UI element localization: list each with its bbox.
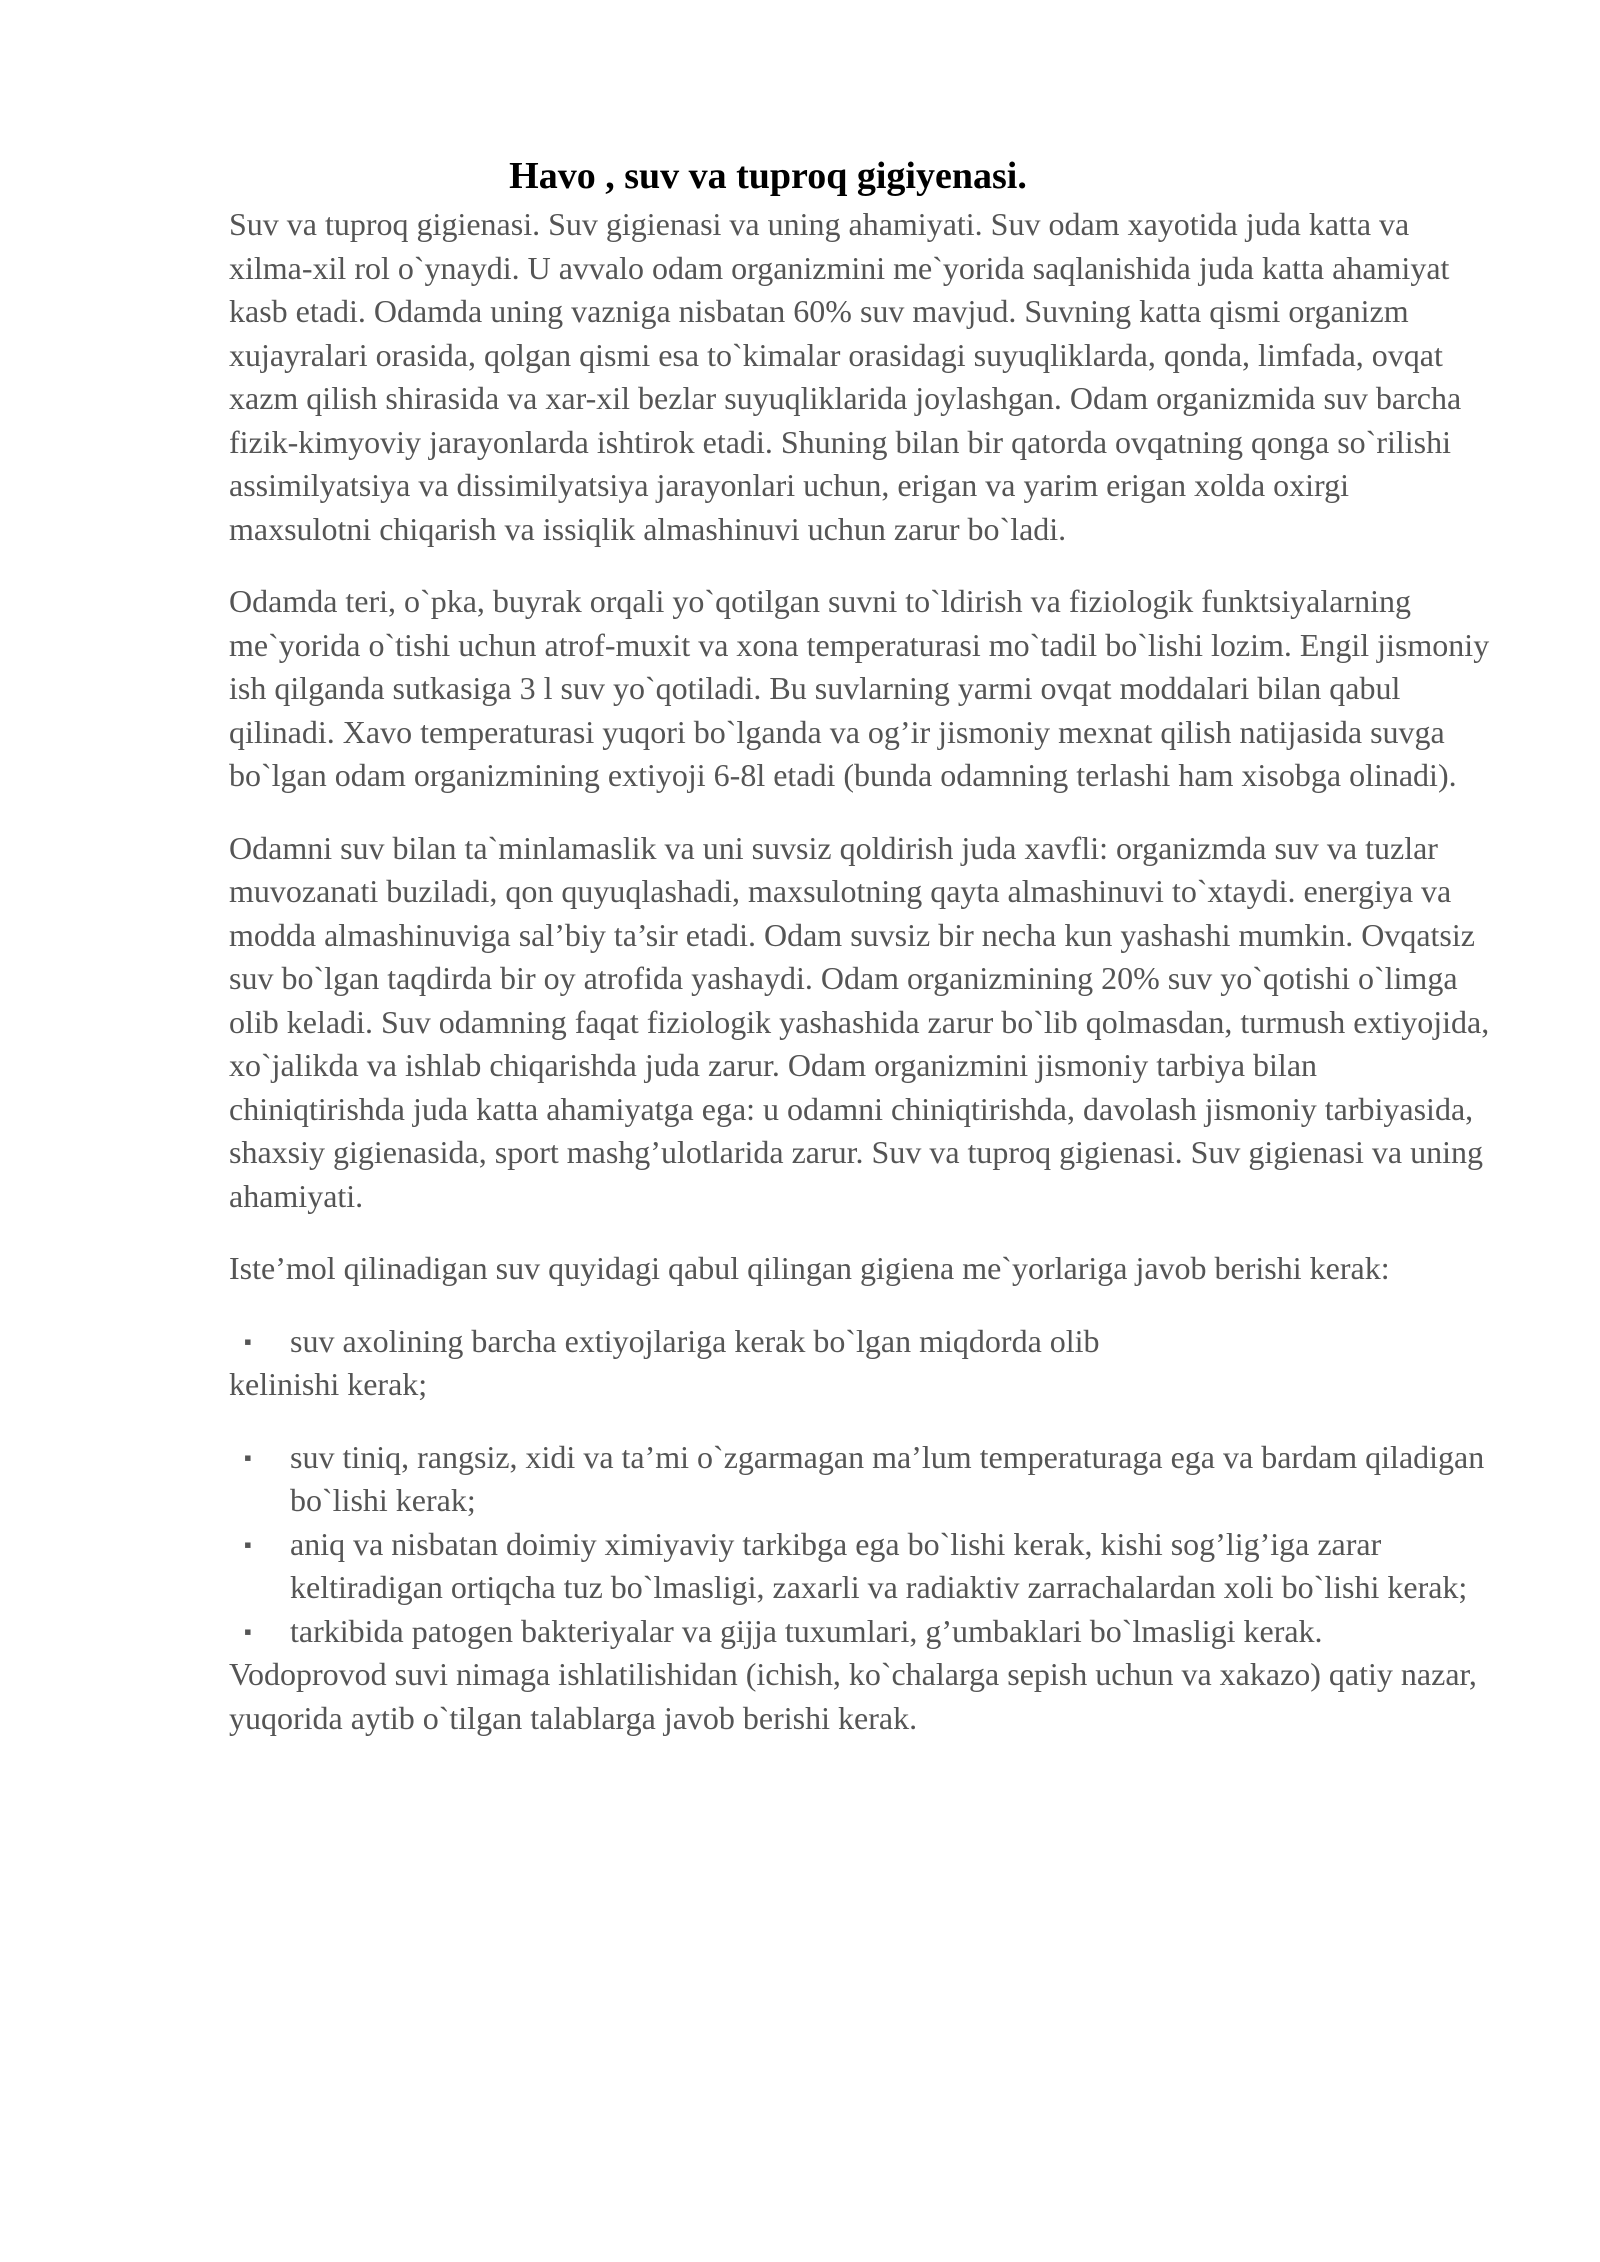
bullet-icon: ▪ xyxy=(244,1328,252,1354)
document-title: Havo , suv va tuproq gigiyenasi. xyxy=(509,155,1027,197)
list-item xyxy=(229,1523,1499,1610)
paragraph-1: Suv va tuproq gigienasi. Suv gigienasi va uning ahamiyati. Suv odam xayotida juda katta va xilma-xil rol o`ynaydi. U avvalo odam organizmini me`yorida saqlanishida juda katta ahamiyat kasb etadi. Odamda uning vazniga nisbatan 60% suv mavjud. Suvning katta qismi organizm xujayralari orasida, qolgan qismi esa to`kimalar orasidagi suyuqliklarda, qonda, limfada, ovqat xazm qilish shirasida va xar-xil bezlar suyuqliklarida joylashgan. Odam organizmida suv barcha fizik-kimyoviy jarayonlarda ishtirok etadi. Shuning bilan bir qatorda ovqatning qonga so`rilishi assimilyatsiya va dissimilyatsiya jarayonlari uchun, erigan va yarim erigan xolda oxirgi maxsulotni chiqarish va issiqlik almashinuvi uchun zarur bo`ladi. xyxy=(229,206,1462,547)
bullet-icon: ▪ xyxy=(244,1444,252,1470)
list-item xyxy=(229,1610,1499,1654)
list-item xyxy=(229,1436,1499,1523)
paragraph-2: Odamda teri, o`pka, buyrak orqali yo`qotilgan suvni to`ldirish va fiziologik funktsiyalarning me`yorida o`tishi uchun atrof-muxit va xona temperaturasi mo`tadil bo`lishi lozim. Engil jismoniy ish qilganda sutkasiga 3 l suv yo`qotiladi. Bu suvlarning yarmi ovqat moddalari bilan qabul qilinadi. Xavo temperaturasi yuqori bo`lganda va og’ir jismoniy mexnat qilish natijasida suvga bo`lgan odam organizmining extiyoji 6-8l etadi (bunda odamning terlashi ham xisobga olinadi). xyxy=(229,583,1490,793)
document-body xyxy=(229,203,1499,1740)
list-item-text: tarkibida patogen bakteriyalar va gijja tuxumlari, g’umbaklari bo`lmasligi kerak. xyxy=(290,1612,1323,1649)
bullet-icon: ▪ xyxy=(244,1531,252,1557)
list-item-text: aniq va nisbatan doimiy ximiyaviy tarkibga ega bo`lishi kerak, kishi sog’lig’iga zarar keltiradigan ortiqcha tuz bo`lmasligi, zaxarli va radiaktiv zarrachalardan xoli bo`lishi kerak; xyxy=(290,1525,1468,1605)
paragraph-3: Odamni suv bilan ta`minlamaslik va uni suvsiz qoldirish juda xavfli: organizmda suv va tuzlar muvozanati buziladi, qon quyuqlashadi, maxsulotning qayta almashinuvi to`xtaydi. energiya va modda almashinuviga sal’biy ta’sir etadi. Odam suvsiz bir necha kun yashashi mumkin. Ovqatsiz suv bo`lgan taqdirda bir oy atrofida yashaydi. Odam organizmining 20% suv yo`qotishi o`limga olib keladi. Suv odamning faqat fiziologik yashashida zarur bo`lib qolmasdan, turmush extiyojida, xo`jalikda va ishlab chiqarishda juda zarur. Odam organizmini jismoniy tarbiya bilan chiniqtirishda juda katta ahamiyatga ega: u odamni chiniqtirishda, davolash jismoniy tarbiyasida, shaxsiy gigienasida, sport mashg’ulotlarida zarur. Suv va tuproq gigienasi. Suv gigienasi va uning ahamiyati. xyxy=(229,829,1490,1214)
list-item-text: suv axolining barcha extiyojlariga kerak bo`lgan miqdorda olib xyxy=(290,1322,1100,1359)
list-item-text: suv tiniq, rangsiz, xidi va ta’mi o`zgarmagan ma’lum temperaturaga ega va bardam qiladigan bo`lishi kerak; xyxy=(290,1438,1485,1518)
bullet-icon: ▪ xyxy=(244,1618,252,1644)
list-item-continuation: kelinishi kerak; xyxy=(229,1366,428,1402)
list-item xyxy=(229,1320,1499,1407)
paragraph-5: Vodoprovod suvi nimaga ishlatilishidan (ichish, ko`chalarga sepish uchun va xakazo) qatiy nazar, yuqorida aytib o`tilgan talablarga javob berishi kerak. xyxy=(229,1656,1477,1736)
paragraph-4: Iste’mol qilinadigan suv quyidagi qabul qilingan gigiena me`yorlariga javob berishi kerak: xyxy=(229,1250,1390,1286)
